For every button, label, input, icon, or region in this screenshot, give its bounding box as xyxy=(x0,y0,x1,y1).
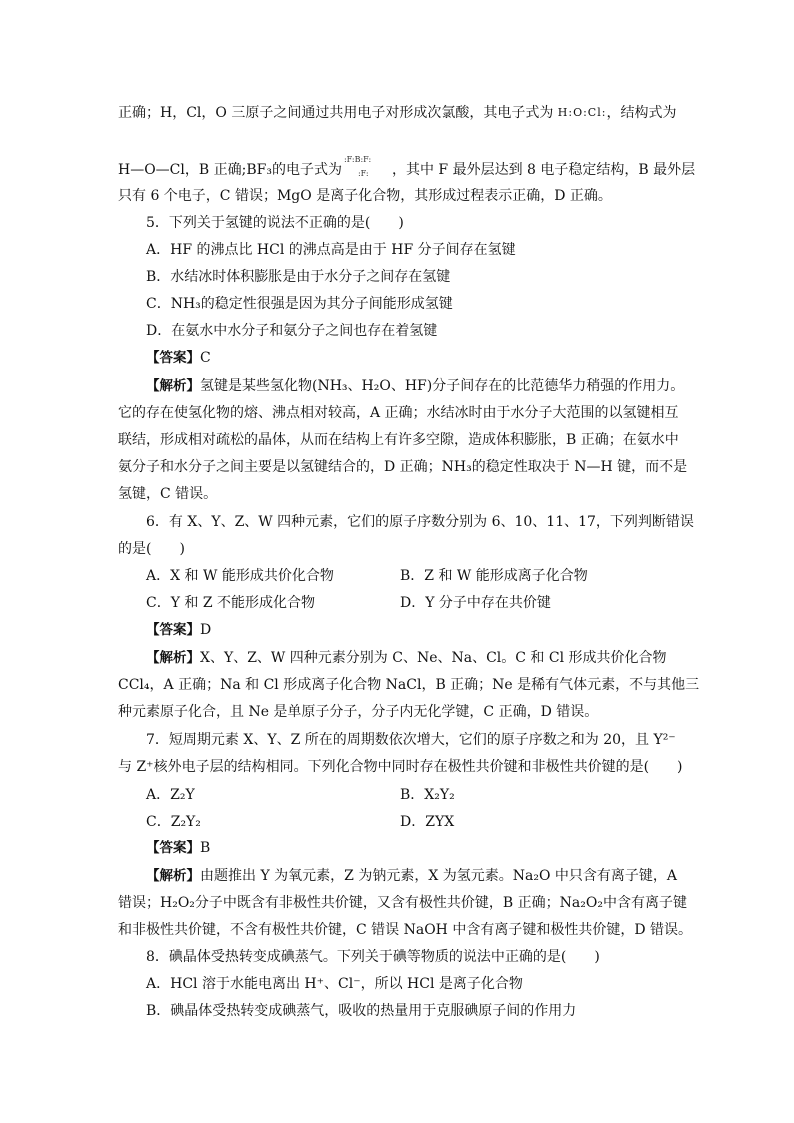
q5-stem: 5．下列关于氢键的说法不正确的是( ) xyxy=(146,215,404,231)
q6-option-d: D．Y 分子中存在共价键 xyxy=(400,595,551,611)
text-line-3: 只有 6 个电子，C 错误；MgO 是离子化合物，其形成过程表示正确，D 正确。 xyxy=(118,188,612,204)
q7-option-d: D．ZYX xyxy=(400,814,455,830)
q7-analysis-line-2: 错误；H₂O₂分子中既含有非极性共价键，又含有极性共价键，B 正确；Na₂O₂中含有离子键 xyxy=(118,895,687,911)
hclo-electron-formula: H:O:Cl: xyxy=(557,106,607,119)
q6-option-c: C．Y 和 Z 不能形成化合物 xyxy=(146,595,316,611)
q5-analysis-line-2: 它的存在使氢化物的熔、沸点相对较高，A 正确；水结冰时由于水分子大范围的以氢键相互 xyxy=(118,405,679,421)
q6-stem-line-2: 的是( ) xyxy=(118,541,185,557)
q8-option-b: B．碘晶体受热转变成碘蒸气，吸收的热量用于克服碘原子间的作用力 xyxy=(146,1003,577,1019)
q7-option-c: C．Z₂Y₂ xyxy=(146,814,201,830)
q6-analysis-line-1: 【解析】X、Y、Z、W 四种元素分别为 C、Ne、Na、Cl。C 和 Cl 形成共价化合物 xyxy=(146,650,667,666)
q6-stem-line-1: 6．有 X、Y、Z、W 四种元素，它们的原子序数分别为 6、10、11、17，下列判断错误 xyxy=(146,514,694,530)
q6-option-b: B．Z 和 W 能形成离子化合物 xyxy=(400,568,588,584)
bf3-electron-formula: :F:B:F: :F: xyxy=(343,155,372,178)
q5-analysis-line-3: 联结，形成相对疏松的晶体，从而在结构上有许多空隙，造成体积膨胀，B 正确；在氨水中 xyxy=(118,432,679,448)
q6-option-a: A．X 和 W 能形成共价化合物 xyxy=(146,568,334,584)
q6-options-row-2 xyxy=(146,593,551,613)
q7-analysis-line-1: 【解析】由题推出 Y 为氧元素，Z 为钠元素，X 为氢元素。Na₂O 中只含有离子键，A xyxy=(146,868,677,884)
q5-option-d: D．在氨水中水分子和氨分子之间也存在着氢键 xyxy=(146,323,438,339)
q5-analysis-line-5: 氢键，C 错误。 xyxy=(118,486,218,502)
q7-analysis-line-3: 和非极性共价键，不含有极性共价键，C 错误 NaOH 中含有离子键和极性共价键，D 错误。 xyxy=(118,922,693,938)
q7-options-row-2 xyxy=(146,812,454,832)
q7-stem-line-1: 7．短周期元素 X、Y、Z 所在的周期数依次增大，它们的原子序数之和为 20，且 Y²⁻ xyxy=(146,732,676,748)
text-line-2: H—O—Cl，B 正确;BF₃的电子式为 :F:B:F: :F: ，其中 F 最外层达到 8 电子稳定结构，B 最外层 xyxy=(118,152,695,188)
q7-options-row-1 xyxy=(146,785,455,805)
text-line-1: 正确；H，Cl，O 三原子之间通过共用电子对形成次氯酸，其电子式为 H:O:Cl:，结构式为 xyxy=(118,105,677,121)
q5-option-b: B．水结冰时体积膨胀是由于水分子之间存在氢键 xyxy=(146,269,451,285)
q7-answer: 【答案】B xyxy=(146,840,211,856)
q6-options-row-1 xyxy=(146,566,588,586)
q6-analysis-line-3: 种元素原子化合，且 Ne 是单原子分子，分子内无化学键，C 正确，D 错误。 xyxy=(118,704,599,720)
q5-option-a: A．HF 的沸点比 HCl 的沸点高是由于 HF 分子间存在氢键 xyxy=(146,242,516,258)
q5-answer: 【答案】C xyxy=(146,350,211,366)
q5-analysis-line-1: 【解析】氢键是某些氢化物(NH₃、H₂O、HF)分子间存在的比范德华力稍强的作用力。 xyxy=(146,378,685,394)
q7-stem-line-2: 与 Z⁺核外电子层的结构相同。下列化合物中同时存在极性共价键和非极性共价键的是( ) xyxy=(118,759,683,775)
q7-option-b: B．X₂Y₂ xyxy=(400,787,455,803)
q5-option-c: C．NH₃的稳定性很强是因为其分子间能形成氢键 xyxy=(146,296,453,312)
q6-analysis-line-2: CCl₄，A 正确；Na 和 Cl 形成离子化合物 NaCl，B 正确；Ne 是稀有气体元素，不与其他三 xyxy=(118,677,700,693)
q7-option-a: A．Z₂Y xyxy=(146,787,195,803)
q8-stem: 8．碘晶体受热转变成碘蒸气。下列关于碘等物质的说法中正确的是( ) xyxy=(146,949,600,965)
q5-analysis-line-4: 氨分子和水分子之间主要是以氢键结合的，D 正确；NH₃的稳定性取决于 N—H 键，而不是 xyxy=(118,459,688,475)
q8-option-a: A．HCl 溶于水能电离出 H⁺、Cl⁻，所以 HCl 是离子化合物 xyxy=(146,976,523,992)
q6-answer: 【答案】D xyxy=(146,622,212,638)
